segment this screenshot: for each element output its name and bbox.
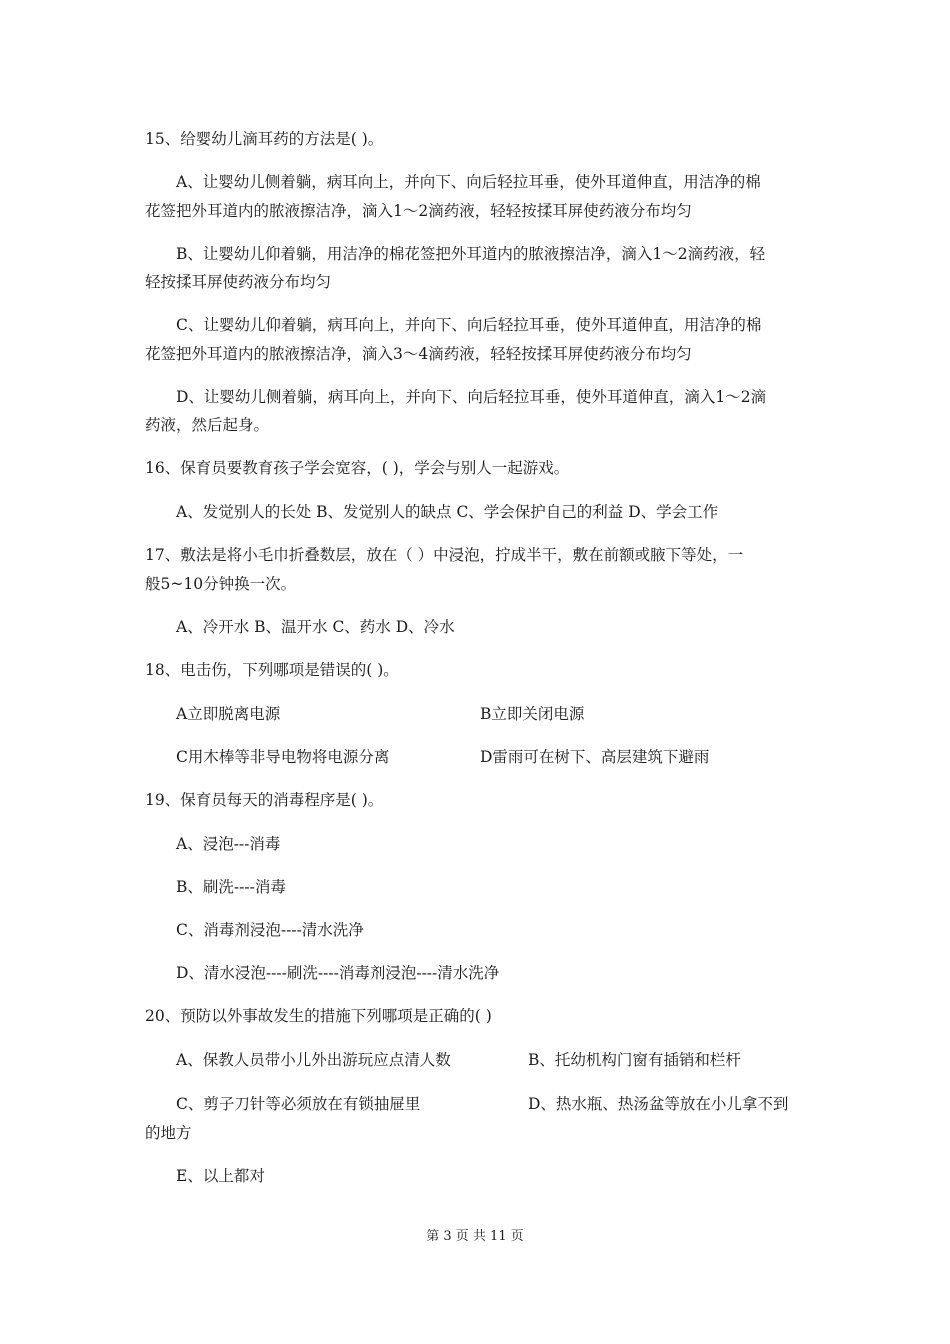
page-number-footer: 第 3 页 共 11 页 xyxy=(426,1229,524,1244)
question-19-option-c: C、消毒剂浸泡----清水洗净 xyxy=(176,921,364,939)
question-19-stem: 19、保育员每天的消毒程序是( )。 xyxy=(145,791,384,809)
question-18-option-c: C用木棒等非导电物将电源分离 xyxy=(176,748,390,766)
question-15-option-c-line-1: C、让婴幼儿仰着躺，病耳向上，并向下、向后轻拉耳垂，使外耳道伸直，用洁净的棉 xyxy=(176,316,762,334)
question-20-option-d-continuation: 的地方 xyxy=(145,1124,192,1142)
question-18-stem: 18、电击伤，下列哪项是错误的( )。 xyxy=(145,661,399,679)
question-16-options: A、发觉别人的长处 B、发觉别人的缺点 C、学会保护自己的利益 D、学会工作 xyxy=(176,503,719,521)
question-20-option-b: B、托幼机构门窗有插销和栏杆 xyxy=(528,1051,741,1069)
question-18-option-a: A立即脱离电源 xyxy=(176,705,281,723)
question-20-option-d: D、热水瓶、热汤盆等放在小儿拿不到 xyxy=(528,1095,789,1113)
question-20-option-a: A、保教人员带小儿外出游玩应点清人数 xyxy=(176,1051,451,1069)
question-19-option-d: D、清水浸泡----刷洗----消毒剂浸泡----清水洗净 xyxy=(176,964,500,982)
question-15-stem: 15、给婴幼儿滴耳药的方法是( )。 xyxy=(145,130,384,148)
question-16-stem: 16、保育员要教育孩子学会宽容，( )，学会与别人一起游戏。 xyxy=(145,459,570,477)
question-20-option-c: C、剪子刀针等必须放在有锁抽屉里 xyxy=(176,1095,421,1113)
question-15-option-d-line-1: D、让婴幼儿侧着躺，病耳向上，并向下、向后轻拉耳垂，使外耳道伸直，滴入1～2滴 xyxy=(176,388,767,406)
question-15-option-c-line-2: 花签把外耳道内的脓液擦洁净，滴入3～4滴药液，轻轻按揉耳屏使药液分布均匀 xyxy=(145,345,692,363)
question-15-option-b-line-2: 轻按揉耳屏使药液分布均匀 xyxy=(145,273,332,291)
question-20-stem: 20、预防以外事故发生的措施下列哪项是正确的( ) xyxy=(145,1007,492,1025)
question-15-option-a-line-1: A、让婴幼儿侧着躺，病耳向上，并向下、向后轻拉耳垂，使外耳道伸直，用洁净的棉 xyxy=(176,173,761,191)
question-20-option-e: E、以上都对 xyxy=(176,1167,265,1185)
question-17-stem-line-1: 17、敷法是将小毛巾折叠数层，放在（ ）中浸泡，拧成半干，敷在前额或腋下等处，一 xyxy=(145,546,744,564)
question-18-option-d: D雷雨可在树下、高层建筑下避雨 xyxy=(480,748,710,766)
question-15-option-a-line-2: 花签把外耳道内的脓液擦洁净，滴入1～2滴药液，轻轻按揉耳屏使药液分布均匀 xyxy=(145,202,692,220)
question-17-options: A、冷开水 B、温开水 C、药水 D、冷水 xyxy=(176,618,455,636)
question-17-stem-line-2: 般5~10分钟换一次。 xyxy=(145,575,297,593)
question-15-option-d-line-2: 药液，然后起身。 xyxy=(145,416,270,434)
question-19-option-a: A、浸泡---消毒 xyxy=(176,835,281,853)
question-15-option-b-line-1: B、让婴幼儿仰着躺，用洁净的棉花签把外耳道内的脓液擦洁净，滴入1～2滴药液，轻 xyxy=(176,245,766,263)
question-18-option-b: B立即关闭电源 xyxy=(480,705,585,723)
question-19-option-b: B、刷洗----消毒 xyxy=(176,878,286,896)
